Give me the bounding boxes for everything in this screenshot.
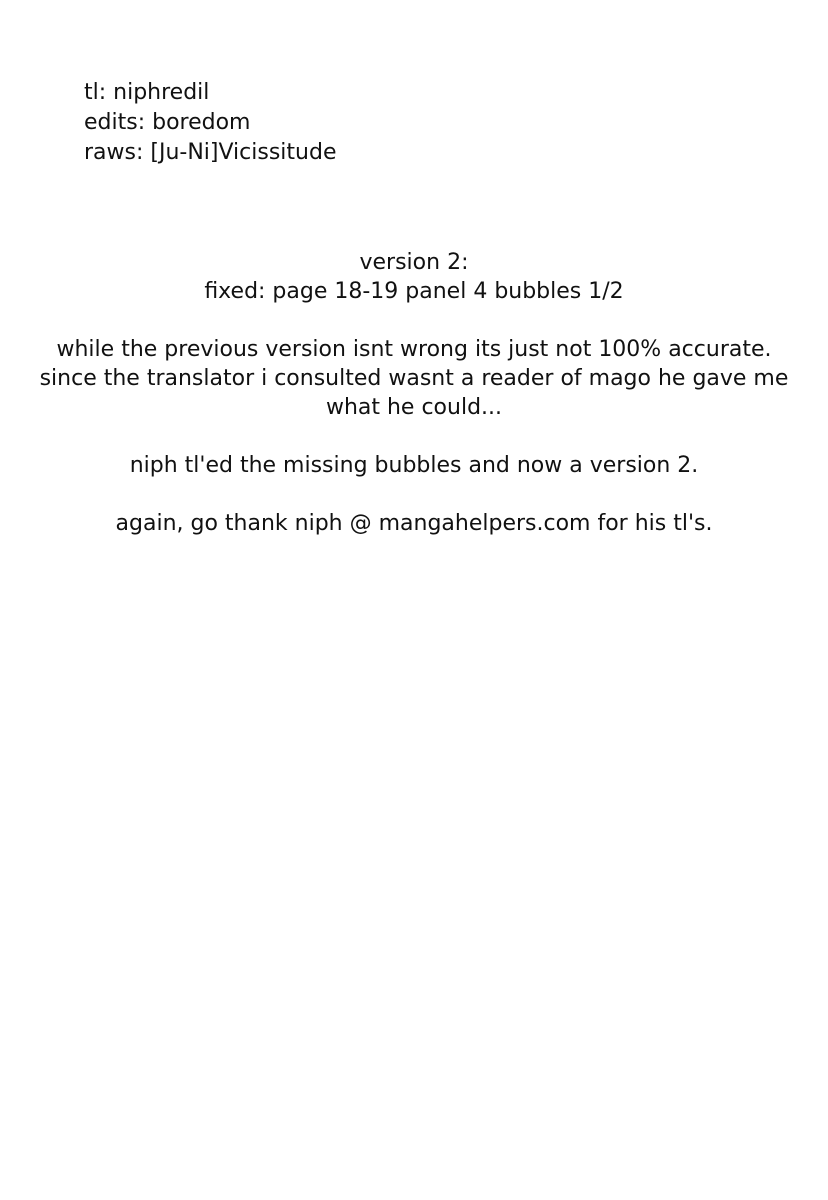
raws-credit: raws: [Ju-Ni]Vicissitude <box>84 140 337 165</box>
spacer <box>0 480 828 509</box>
thanks-note: again, go thank niph @ mangahelpers.com for his tl's. <box>115 511 713 536</box>
spacer <box>0 306 828 335</box>
spacer <box>0 422 828 451</box>
explanation-line: while the previous version isnt wrong its just not 100% accurate. <box>56 337 772 362</box>
fixed-line: fixed: page 18-19 panel 4 bubbles 1/2 <box>204 279 624 304</box>
explanation-line: what he could... <box>325 395 503 420</box>
credits-block <box>84 78 336 168</box>
version-notes <box>0 248 828 538</box>
version-heading: version 2: <box>359 250 469 275</box>
translator-credit: tl: niphredil <box>84 80 210 105</box>
niph-note: niph tl'ed the missing bubbles and now a version 2. <box>129 453 699 478</box>
explanation-line: since the translator i consulted wasnt a reader of mago he gave me <box>39 366 789 391</box>
editor-credit: edits: boredom <box>84 110 251 135</box>
